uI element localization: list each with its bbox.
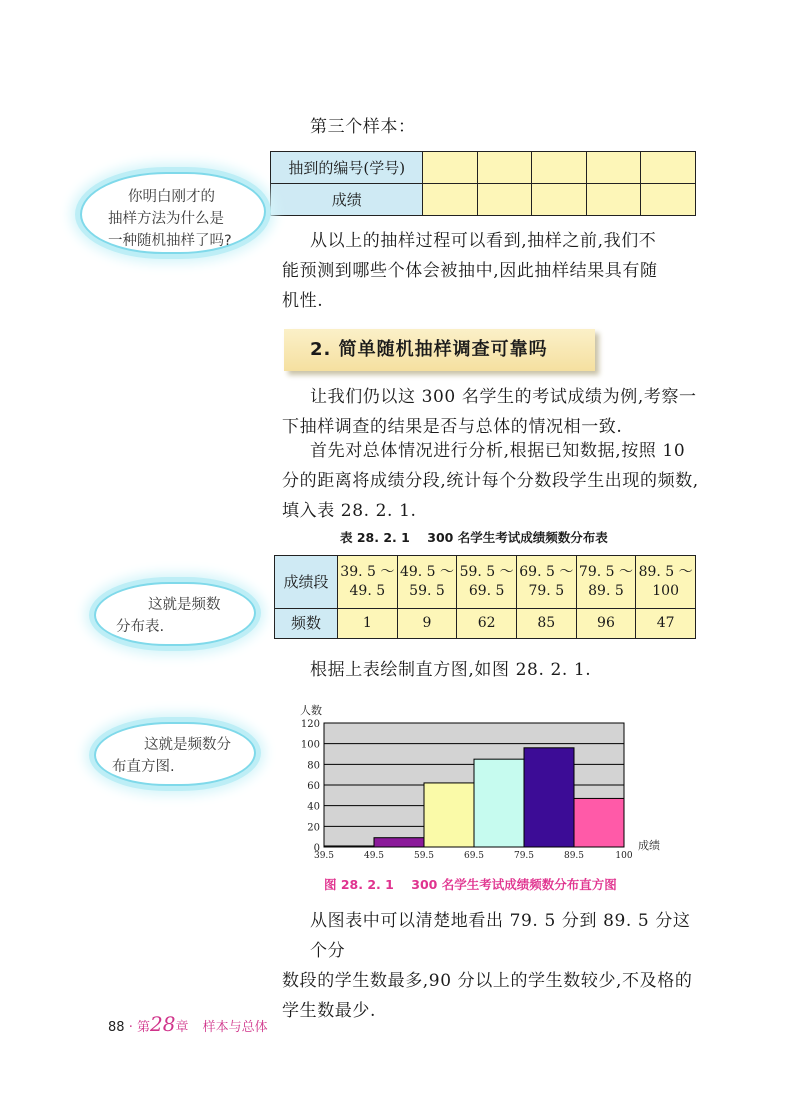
page-footer [108,1012,268,1036]
chapter-prefix: 第 [136,1020,150,1035]
margin-note-bubble [94,582,256,646]
table-row [275,609,696,639]
histogram-bar [474,759,524,847]
note-line: 布直方图. [112,759,175,775]
paragraph [282,906,702,1026]
text-line: 数段的学生数最多,90 分以上的学生数较少,不及格的 [282,971,693,991]
range-cell: 49. 5 ～ 59. 5 [397,556,457,609]
x-axis-label: 成绩 [638,839,660,852]
student-id-header: 抽到的编号(学号) [271,152,423,184]
table-caption: 表 28. 2. 1 300 名学生考试成绩频数分布表 [340,530,608,545]
histogram-bar [374,838,424,847]
chapter-number: 28 [149,1012,176,1036]
section-title: 2. 简单随机抽样调查可靠吗 [284,329,595,371]
y-tick-label: 40 [307,801,320,813]
margin-note-bubble [80,172,266,254]
empty-cell [586,152,641,184]
chart-caption: 图 28. 2. 1 300 名学生考试成绩频数分布直方图 [324,877,617,892]
paragraph: 根据上表绘制直方图,如图 28. 2. 1. [310,660,592,680]
table-row [271,184,696,216]
text-line: 机性. [282,291,324,311]
x-tick-label: 100 [615,851,633,861]
count-cell: 9 [397,609,457,639]
text-line: 能预测到哪些个体会被抽中,因此抽样结果具有随 [282,261,658,281]
x-tick-label: 89.5 [563,851,585,861]
text-line: 首先对总体情况进行分析,根据已知数据,按照 10 [310,441,686,461]
y-tick-label: 20 [307,822,320,834]
note-line: 抽样方法为什么是 [108,211,224,227]
x-tick-label: 79.5 [513,851,535,861]
paragraph [282,436,702,526]
count-cell: 1 [338,609,398,639]
text-line: 分的距离将成绩分段,统计每个分数段学生出现的频数, [282,471,699,491]
range-header: 成绩段 [275,556,338,609]
y-tick-label: 80 [307,760,320,772]
range-cell: 79. 5 ～ 89. 5 [576,556,636,609]
table-row [275,556,696,609]
range-cell: 89. 5 ～ 100 [636,556,696,609]
range-cell: 59. 5 ～ 69. 5 [457,556,517,609]
empty-cell [423,152,478,184]
count-cell: 96 [576,609,636,639]
text-line: 学生数最少. [282,1001,377,1021]
count-cell: 62 [457,609,517,639]
histogram-chart [290,695,680,865]
note-line: 分布表. [116,619,165,635]
y-tick-label: 60 [307,781,320,792]
empty-cell [423,184,478,216]
x-tick-label: 49.5 [363,851,385,861]
paragraph [282,226,702,316]
empty-cell [641,184,696,216]
empty-cell [641,152,696,184]
x-tick-label: 39.5 [313,851,335,861]
empty-cell [532,184,587,216]
text-line: 从图表中可以清楚地看出 79. 5 分到 89. 5 分这个分 [310,911,691,961]
histogram-bar [424,783,474,847]
y-tick-label: 0 [313,843,320,854]
note-line: 这就是频数分 [144,737,231,753]
sample-table [270,151,696,216]
table-row [271,152,696,184]
note-line: 一种随机抽样了吗? [108,233,232,249]
y-tick-label: 100 [300,739,320,751]
chapter-title: 样本与总体 [202,1020,268,1035]
frequency-table [274,555,696,639]
note-line: 你明白刚才的 [128,189,215,205]
range-cell: 39. 5 ～ 49. 5 [338,556,398,609]
note-line: 这就是频数 [148,597,221,613]
x-tick-label: 69.5 [463,851,485,861]
count-cell: 85 [516,609,576,639]
count-header: 频数 [275,609,338,639]
score-header: 成绩 [271,184,423,216]
text-line: 下抽样调查的结果是否与总体的情况相一致. [282,417,623,437]
text-line: 填入表 28. 2. 1. [282,501,417,521]
sample-label: 第三个样本： [310,117,416,137]
text-line: 让我们仍以这 300 名学生的考试成绩为例,考察一 [310,387,697,407]
y-tick-label: 120 [300,719,320,730]
chapter-suffix: 章 [175,1020,189,1035]
count-cell: 47 [636,609,696,639]
text-line: 从以上的抽样过程可以看到,抽样之前,我们不 [310,231,657,251]
empty-cell [477,184,532,216]
empty-cell [586,184,641,216]
y-axis-label: 人数 [300,704,322,717]
histogram-bar [574,798,624,847]
paragraph [282,382,702,442]
page-number: 88 [108,1020,125,1035]
empty-cell [532,152,587,184]
footer-separator: · [128,1020,133,1035]
margin-note-bubble [94,722,256,786]
histogram-bar [524,748,574,847]
range-cell: 69. 5 ～ 79. 5 [516,556,576,609]
x-tick-label: 59.5 [413,851,435,861]
empty-cell [477,152,532,184]
